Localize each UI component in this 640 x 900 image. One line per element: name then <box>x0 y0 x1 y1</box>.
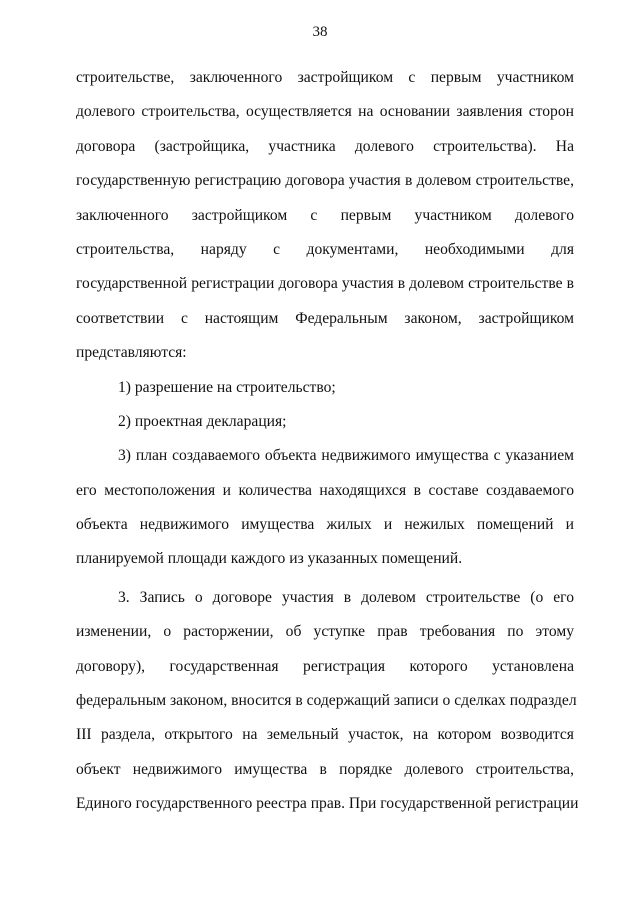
text-line: Единого государственного реестра прав. При государственной регистрации <box>76 795 579 813</box>
text-line: государственную регистрацию договора участия в долевом строительстве, <box>76 172 574 190</box>
list-item: 2) проектная декларация; <box>118 412 287 430</box>
document-body <box>76 61 579 822</box>
text-line: III раздела, открытого на земельный участок, на котором возводится <box>76 726 574 744</box>
text-line: строительства, наряду с документами, необходимыми для <box>76 240 574 258</box>
list-item: 3) план создаваемого объекта недвижимого имущества с указанием <box>118 447 574 465</box>
text-line: государственной регистрации договора участия в долевом строительстве в <box>76 275 574 293</box>
text-line: планируемой площади каждого из указанных помещений. <box>76 550 463 568</box>
page-number: 38 <box>312 24 328 40</box>
text-line: представляются: <box>76 344 187 362</box>
list-item: 1) разрешение на строительство; <box>118 378 336 396</box>
text-line: договора (застройщика, участника долевого строительства). На <box>76 137 574 155</box>
text-line: заключенного застройщиком с первым участником долевого <box>76 206 574 224</box>
text-line: строительстве, заключенного застройщиком с первым участником <box>76 69 574 86</box>
text-line: объекта недвижимого имущества жилых и нежилых помещений и <box>76 516 574 534</box>
text-line: его местоположения и количества находящихся в составе создаваемого <box>76 481 574 499</box>
paragraph-start: 3. Запись о договоре участия в долевом строительстве (о его <box>118 588 574 606</box>
text-line: федеральным законом, вносится в содержащий записи о сделках подраздел <box>76 692 577 710</box>
text-line: договору), государственная регистрация которого установлена <box>76 657 574 675</box>
text-line: соответствии с настоящим Федеральным законом, застройщиком <box>76 309 574 327</box>
text-line: долевого строительства, осуществляется на основании заявления сторон <box>76 103 574 121</box>
text-line: объект недвижимого имущества в порядке долевого строительства, <box>76 760 574 778</box>
text-line: изменении, о расторжении, об уступке прав требования по этому <box>76 623 574 641</box>
